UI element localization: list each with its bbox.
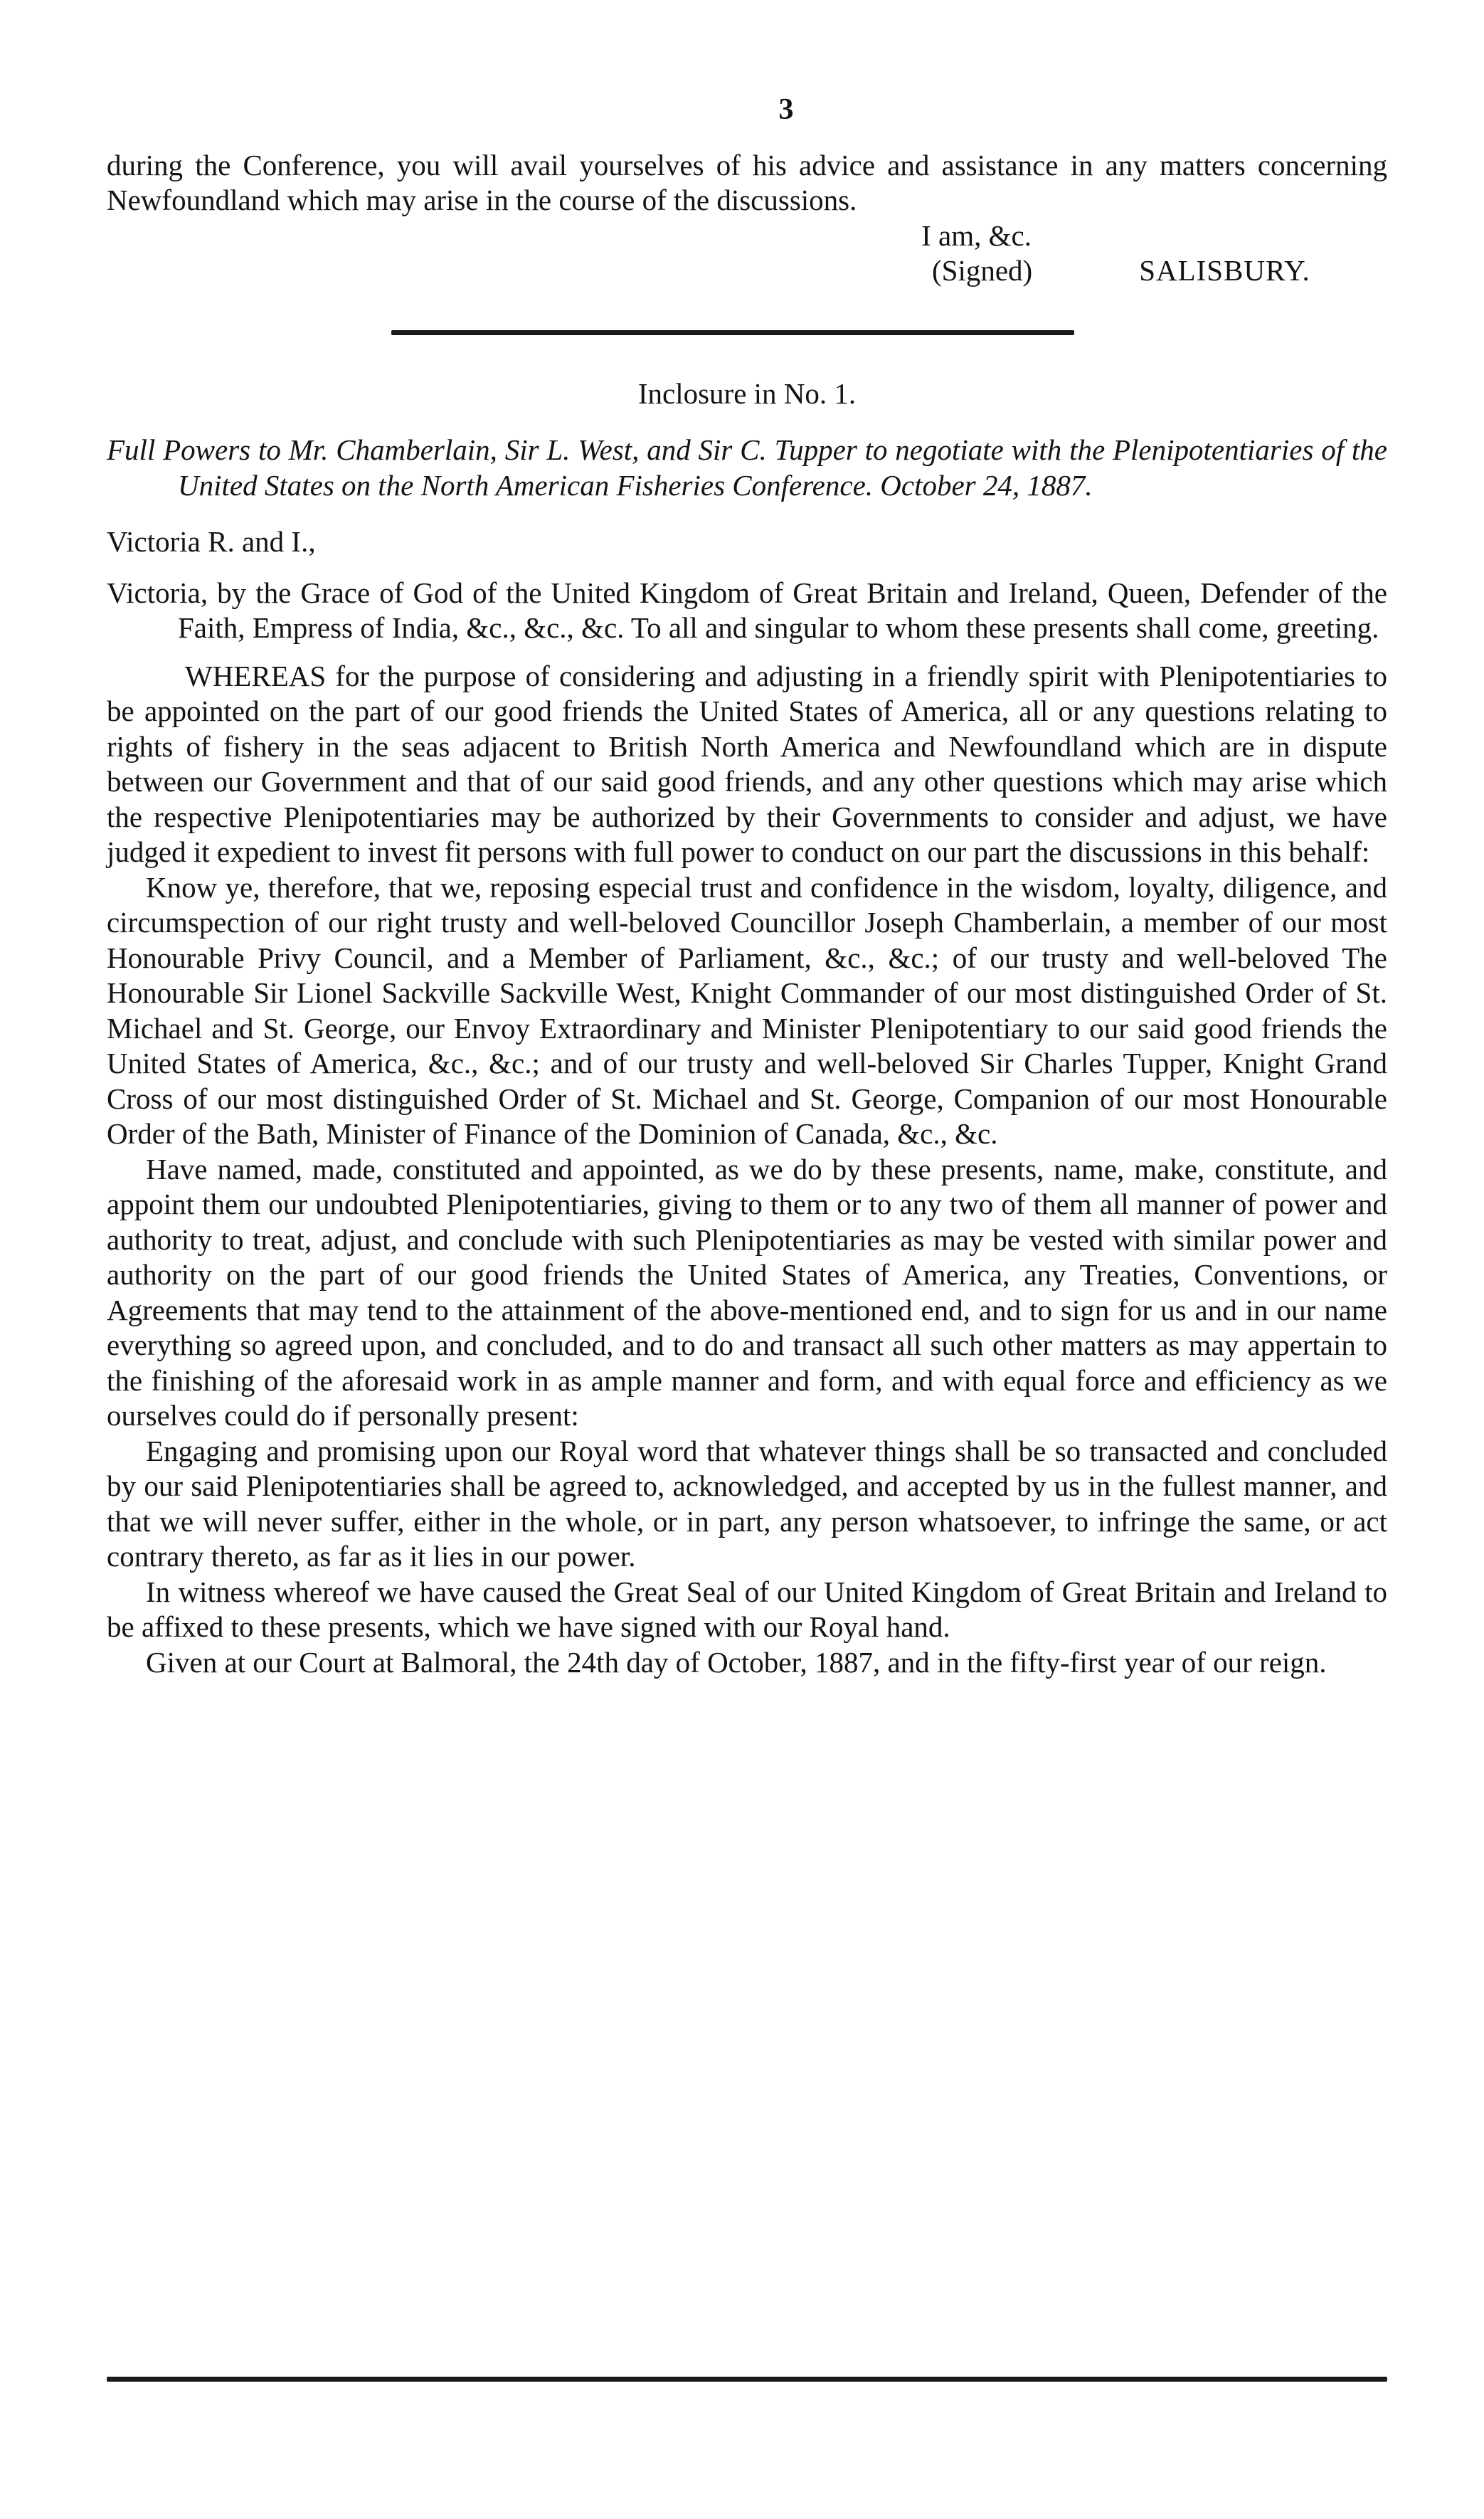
inclosure-heading: Inclosure in No. 1. — [637, 376, 857, 410]
preamble: Victoria, by the Grace of God of the United Kingdom of Great Britain and Ireland, Queen, Defender of the Faith, Empress of India, &c., &c., &c. To all and singular to whom these presents shall come, greeting. — [107, 576, 1387, 644]
page-number: 3 — [778, 93, 794, 126]
section-divider — [391, 330, 1074, 335]
paragraph-whereas: WHEREAS for the purpose of considering and adjusting in a friendly spirit with Plenipotentiaries to be appointed on the part of our good friends the United States of America, all or any questions relating to rights of fishery in the seas adjacent to British North America and Newfoundland which are in dispute between our Government and that of our said good friends, and any other questions which may arise which the respective Plenipotentiaries may be authorized by their Governments to consider and adjust, we have judged it expedient to invest fit persons with full power to conduct on our part the discussions in this behalf: — [107, 659, 1387, 868]
bottom-divider — [107, 2377, 1387, 2382]
paragraph-have-named: Have named, made, constituted and appointed, as we do by these presents, name, make, constitute, and appoint them our undoubted Plenipotentiaries, giving to them or to any two of them all manner of power and authority to treat, adjust, and conclude with such Plenipotentiaries as may be vested with similar power and authority on the part of our good friends the United States of America, any Treaties, Conventions, or Agreements that may tend to the attainment of the above-mentioned end, and to sign for us and in our name everything so agreed upon, and concluded, and to do and transact all such other matters as may appertain to the finishing of the aforesaid work in as ample manner and form, and with equal force and efficiency as we ourselves could do if personally present: — [107, 1152, 1387, 1432]
signature-line — [107, 253, 1387, 289]
closing-line: I am, &c. — [921, 218, 1032, 252]
paragraph-engaging: Engaging and promising upon our Royal word that whatever things shall be so transacted and concluded by our said Plenipotentiaries shall be agreed to, acknowledged, and accepted by us in the fullest manner, and that we will never suffer, either in the whole, or in part, any person whatsoever, to infringe the same, or act contrary thereto, as far as it lies in our power. — [107, 1434, 1387, 1573]
full-powers-title — [107, 433, 1387, 503]
salutation: Victoria R. and I., — [107, 525, 316, 558]
paragraph-given-at: Given at our Court at Balmoral, the 24th day of October, 1887, and in the fifty-first year of our reign. — [146, 1645, 1327, 1679]
full-powers-date: October 24, 1887. — [880, 468, 1093, 502]
document-page — [107, 93, 1387, 1680]
continuation-paragraph: during the Conference, you will avail yourselves of his advice and assistance in any matters concerning Newfoundland which may arise in the course of the discussions. — [107, 148, 1387, 216]
signatory-name: SALISBURY. — [1139, 254, 1310, 287]
signed-label: (Signed) — [932, 254, 1033, 287]
paragraph-know-ye: Know ye, therefore, that we, reposing especial trust and confidence in the wisdom, loyalty, diligence, and circumspection of our right trusty and well-beloved Councillor Joseph Chamberlain, a member of our most Honourable Privy Council, and a Member of Parliament, &c., &c.; of our trusty and well-beloved The Honourable Sir Lionel Sackville Sackville West, Knight Commander of our most distinguished Order of St. Michael and St. George, our Envoy Extraordinary and Minister Plenipotentiary to our said good friends the United States of America, &c., &c.; and of our trusty and well-beloved Sir Charles Tupper, Knight Grand Cross of our most distinguished Order of St. Michael and St. George, Companion of our most Honourable Order of the Bath, Minister of Finance of the Dominion of Canada, &c., &c. — [107, 870, 1387, 1150]
paragraph-in-witness: In witness whereof we have caused the Great Seal of our United Kingdom of Great Britain and Ireland to be affixed to these presents, which we have signed with our Royal hand. — [107, 1575, 1387, 1643]
full-powers-title-text: Full Powers to Mr. Chamberlain, Sir L. West, and Sir C. Tupper to negotiate with the Plenipotentiaries of the United States on the North American Fisheries Conference. — [107, 433, 1387, 502]
